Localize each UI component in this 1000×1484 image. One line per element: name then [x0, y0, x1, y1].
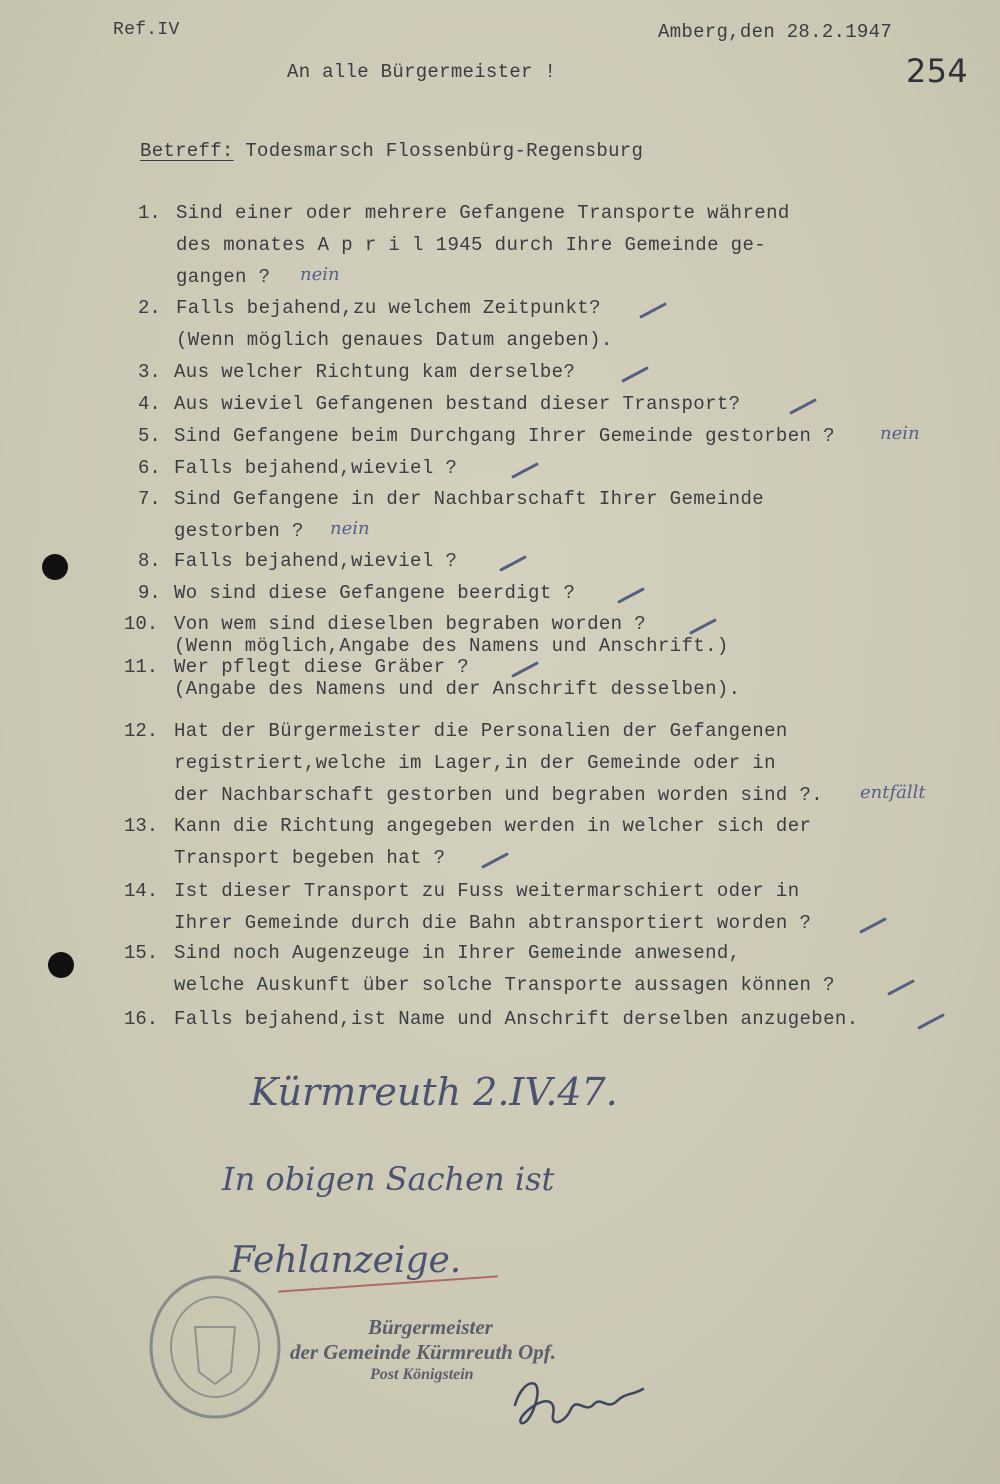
reply-line-2: Fehlanzeige. — [230, 1240, 462, 1281]
ref-label: Ref.IV — [113, 20, 180, 40]
question-line: Falls bejahend,zu welchem Zeitpunkt? — [176, 297, 601, 319]
question-number: 1. — [138, 202, 161, 224]
question-line: Sind Gefangene beim Durchgang Ihrer Gemeinde gestorben ? — [174, 425, 835, 447]
question-line: Falls bejahend,ist Name und Anschrift derselben anzugeben. — [174, 1008, 859, 1030]
question-line: Hat der Bürgermeister die Personalien der Gefangenen — [174, 720, 788, 742]
page-number: 254 — [906, 52, 968, 90]
question-line: Wo sind diese Gefangene beerdigt ? — [174, 582, 576, 604]
question-line: (Wenn möglich,Angabe des Namens und Anschrift.) — [174, 635, 729, 657]
mayor-signature — [505, 1365, 655, 1440]
check-mark — [859, 917, 887, 934]
question-number: 7. — [138, 488, 161, 510]
question-number: 12. — [124, 720, 159, 742]
question-line: (Angabe des Namens und der Anschrift desselben). — [174, 678, 741, 700]
question-number: 8. — [138, 550, 161, 572]
punch-hole-top — [42, 554, 68, 580]
check-mark — [887, 979, 915, 996]
official-seal-stamp — [145, 1272, 285, 1422]
question-line: der Nachbarschaft gestorben und begraben worden sind ?. — [174, 784, 824, 806]
check-mark — [639, 302, 667, 319]
question-number: 3. — [138, 361, 161, 383]
stamp-line-3: Post Königstein — [370, 1366, 474, 1383]
stamp-line-2: der Gemeinde Kürmreuth Opf. — [290, 1340, 557, 1364]
reply-place-date: Kürmreuth 2.IV.47. — [250, 1070, 618, 1114]
question-number: 5. — [138, 425, 161, 447]
handwritten-answer: entfällt — [860, 782, 926, 803]
question-line: Ihrer Gemeinde durch die Bahn abtransportiert worden ? — [174, 912, 812, 934]
subject-line — [140, 140, 643, 162]
subject-text: Todesmarsch Flossenbürg-Regensburg — [245, 140, 644, 162]
question-line: Wer pflegt diese Gräber ? — [174, 656, 470, 678]
check-mark — [481, 852, 509, 869]
question-number: 2. — [138, 297, 161, 319]
question-line: Von wem sind dieselben begraben worden ? — [174, 613, 647, 635]
punch-hole-bottom — [48, 952, 74, 978]
question-number: 11. — [124, 656, 159, 678]
question-line: Ist dieser Transport zu Fuss weitermarschiert oder in — [174, 880, 800, 902]
addressee: An alle Bürgermeister ! — [287, 61, 557, 83]
question-number: 6. — [138, 457, 161, 479]
question-number: 9. — [138, 582, 161, 604]
question-line: gangen ? — [176, 266, 271, 288]
check-mark — [511, 661, 539, 678]
question-number: 14. — [124, 880, 159, 902]
question-number: 10. — [124, 613, 159, 635]
question-line: Falls bejahend,wieviel ? — [174, 550, 458, 572]
question-line: Sind einer oder mehrere Gefangene Transporte während — [176, 202, 790, 224]
question-line: welche Auskunft über solche Transporte aussagen können ? — [174, 974, 835, 996]
check-mark — [789, 398, 817, 415]
check-mark — [617, 587, 645, 604]
check-mark — [511, 462, 539, 479]
check-mark — [689, 618, 717, 635]
stamp-line-1: Bürgermeister — [368, 1315, 493, 1339]
question-number: 4. — [138, 393, 161, 415]
question-line: Sind noch Augenzeuge in Ihrer Gemeinde anwesend, — [174, 942, 741, 964]
reply-line-1: In obigen Sachen ist — [222, 1160, 555, 1198]
question-number: 15. — [124, 942, 159, 964]
question-line: registriert,welche im Lager,in der Gemeinde oder in — [174, 752, 776, 774]
place-date: Amberg,den 28.2.1947 — [658, 21, 893, 43]
question-line: Falls bejahend,wieviel ? — [174, 457, 458, 479]
question-number: 16. — [124, 1008, 159, 1030]
subject-label: Betreff: — [140, 140, 234, 162]
handwritten-answer: nein — [880, 423, 920, 444]
handwritten-answer: nein — [330, 518, 370, 539]
question-line: Transport begeben hat ? — [174, 847, 446, 869]
question-number: 13. — [124, 815, 159, 837]
question-line: gestorben ? — [174, 520, 304, 542]
check-mark — [621, 366, 649, 383]
question-line: Aus welcher Richtung kam derselbe? — [174, 361, 576, 383]
handwritten-answer: nein — [300, 264, 340, 285]
question-line: Aus wieviel Gefangenen bestand dieser Transport? — [174, 393, 741, 415]
question-line: Kann die Richtung angegeben werden in welcher sich der — [174, 815, 812, 837]
question-line: Sind Gefangene in der Nachbarschaft Ihrer Gemeinde — [174, 488, 765, 510]
question-line: (Wenn möglich genaues Datum angeben). — [176, 329, 613, 351]
check-mark — [917, 1013, 945, 1030]
question-line: des monates A p r i l 1945 durch Ihre Gemeinde ge- — [176, 234, 767, 256]
check-mark — [499, 555, 527, 572]
